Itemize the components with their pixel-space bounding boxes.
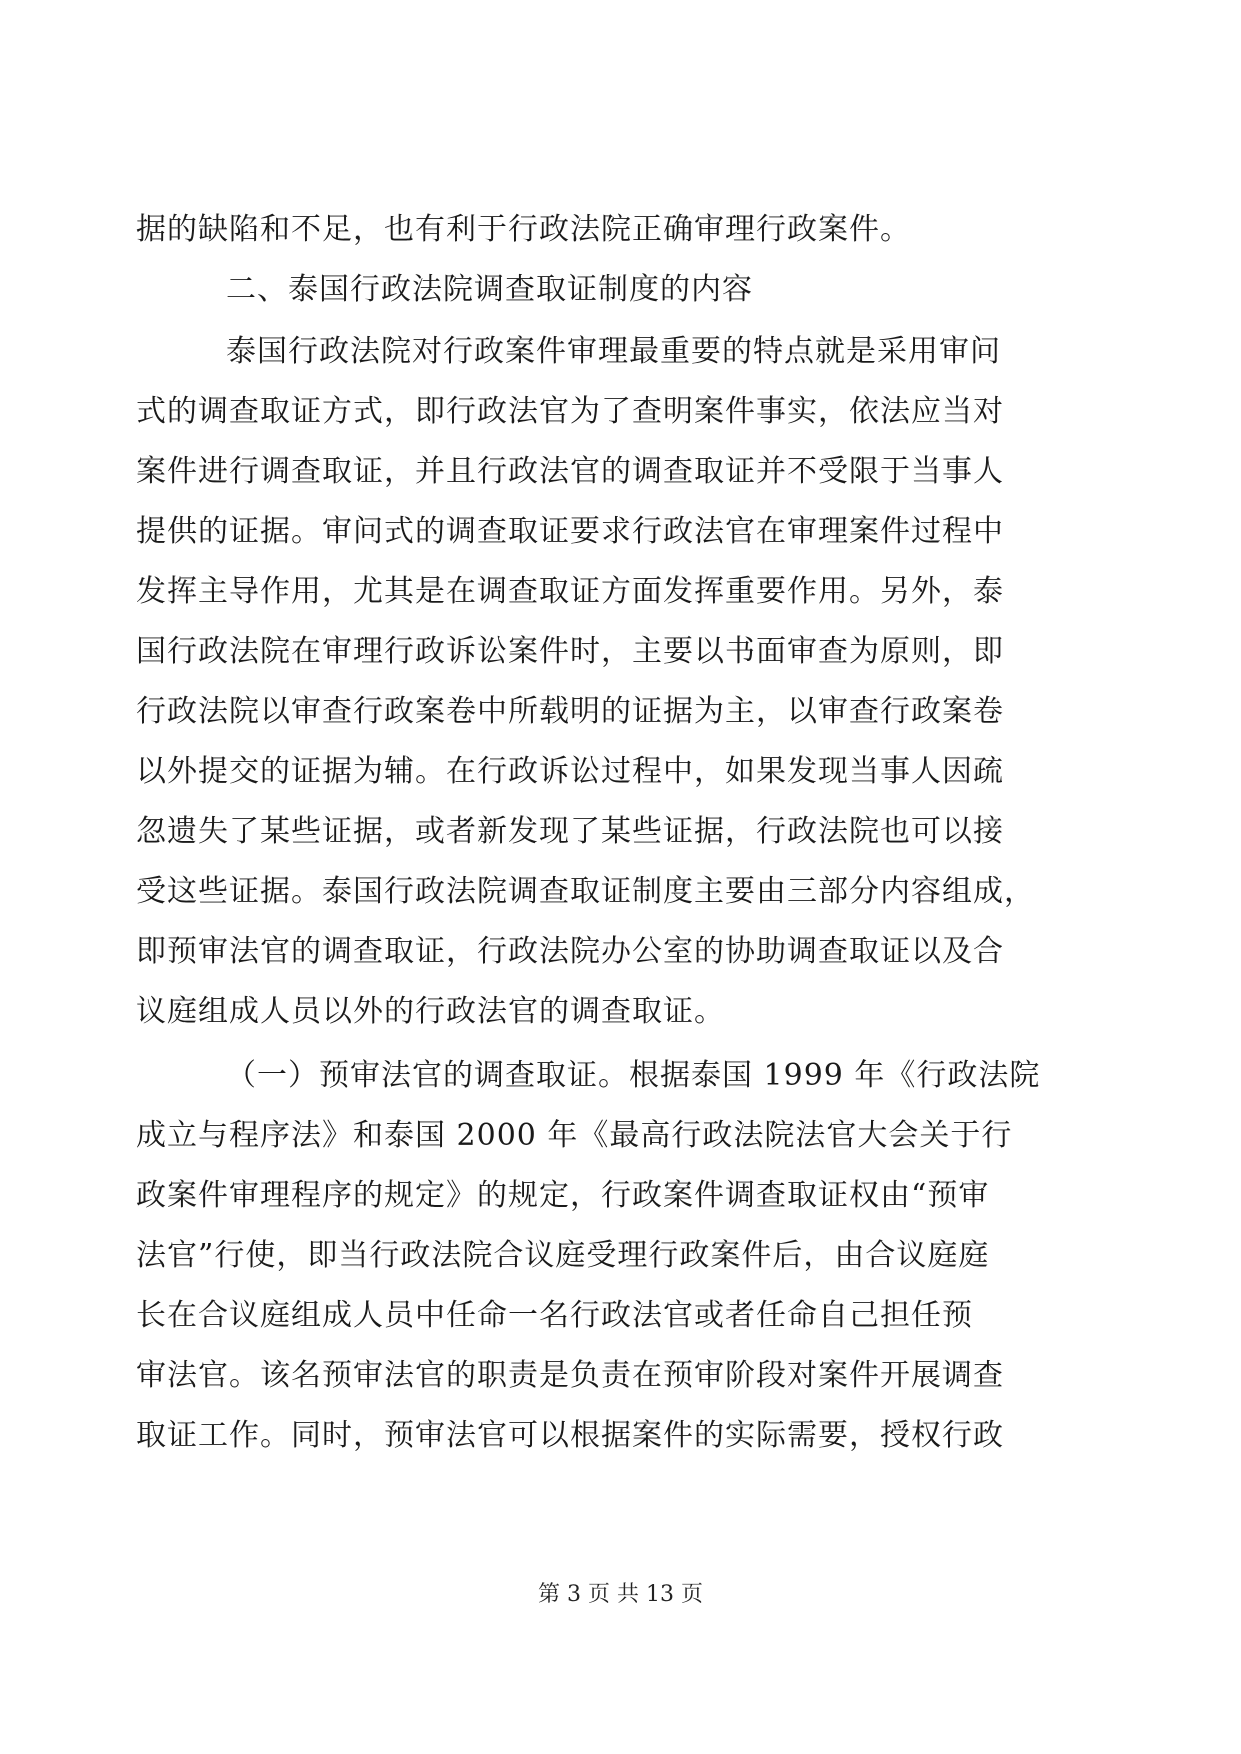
body-line-13: 即预审法官的调查取证，行政法院办公室的协助调查取证以及合 xyxy=(136,934,1004,969)
body-line-20: 审法官。该名预审法官的职责是负责在预审阶段对案件开展调查 xyxy=(136,1358,1004,1393)
body-line-8: 国行政法院在审理行政诉讼案件时，主要以书面审查为原则，即 xyxy=(136,634,1004,669)
section-heading: 二、泰国行政法院调查取证制度的内容 xyxy=(226,272,753,307)
body-line-15: （一）预审法官的调查取证。根据泰国 1999 年《行政法院 xyxy=(226,1058,1041,1093)
body-line-21: 取证工作。同时，预审法官可以根据案件的实际需要，授权行政 xyxy=(136,1418,1004,1453)
body-line-12: 受这些证据。泰国行政法院调查取证制度主要由三部分内容组成， xyxy=(136,874,1035,909)
body-line-19: 长在合议庭组成人员中任命一名行政法官或者任命自己担任预 xyxy=(136,1298,973,1333)
body-line-4: 式的调查取证方式，即行政法官为了查明案件事实，依法应当对 xyxy=(136,394,1004,429)
body-line-5: 案件进行调查取证，并且行政法官的调查取证并不受限于当事人 xyxy=(136,454,1004,489)
body-line-1: 据的缺陷和不足，也有利于行政法院正确审理行政案件。 xyxy=(136,212,911,247)
body-line-6: 提供的证据。审问式的调查取证要求行政法官在审理案件过程中 xyxy=(136,514,1004,549)
body-line-16: 成立与程序法》和泰国 2000 年《最高行政法院法官大会关于行 xyxy=(136,1118,1013,1153)
body-line-7: 发挥主导作用，尤其是在调查取证方面发挥重要作用。另外，泰 xyxy=(136,574,1004,609)
body-line-10: 以外提交的证据为辅。在行政诉讼过程中，如果发现当事人因疏 xyxy=(136,754,1004,789)
body-line-11: 忽遗失了某些证据，或者新发现了某些证据，行政法院也可以接 xyxy=(136,814,1004,849)
body-line-14: 议庭组成人员以外的行政法官的调查取证。 xyxy=(136,994,725,1029)
page-number-footer: 第 3 页 共 13 页 xyxy=(538,1582,703,1607)
body-line-17: 政案件审理程序的规定》的规定，行政案件调查取证权由“预审 xyxy=(136,1178,990,1213)
body-line-3: 泰国行政法院对行政案件审理最重要的特点就是采用审问 xyxy=(226,334,1001,369)
body-line-9: 行政法院以审查行政案卷中所载明的证据为主，以审查行政案卷 xyxy=(136,694,1004,729)
body-line-18: 法官”行使，即当行政法院合议庭受理行政案件后，由合议庭庭 xyxy=(136,1238,990,1273)
